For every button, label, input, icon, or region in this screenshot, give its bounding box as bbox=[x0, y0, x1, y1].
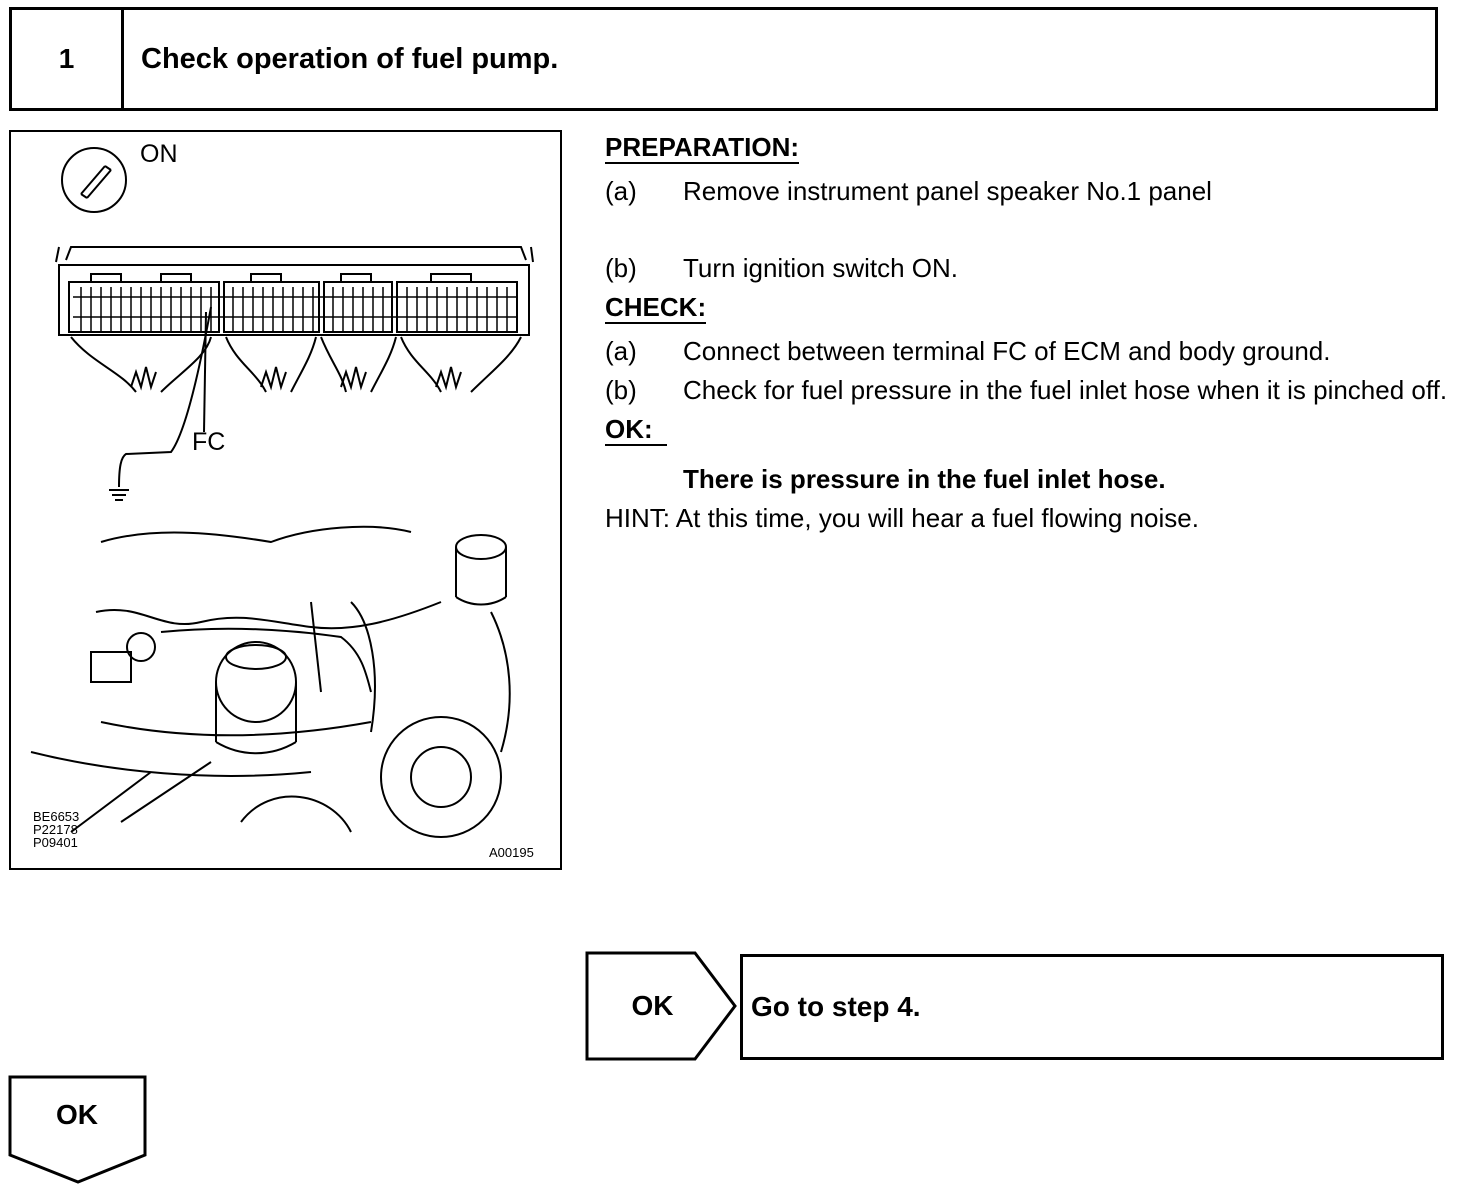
step-number: 1 bbox=[12, 10, 124, 108]
fc-terminal-label: FC bbox=[192, 428, 226, 456]
ignition-switch-icon bbox=[62, 148, 126, 212]
illustration-code: P22178 bbox=[33, 822, 78, 837]
figure-code: A00195 bbox=[489, 845, 534, 860]
check-heading: CHECK: bbox=[605, 292, 707, 322]
item-label: (a) bbox=[605, 176, 637, 206]
ok-heading: OK: bbox=[605, 415, 667, 446]
step-header bbox=[9, 7, 1438, 111]
hint-text: HINT: At this time, you will hear a fuel flowing noise. bbox=[605, 503, 1199, 533]
illustration-panel bbox=[9, 130, 562, 870]
item-text: Turn ignition switch ON. bbox=[683, 253, 959, 283]
illustration-codes bbox=[33, 810, 79, 849]
ok-result: There is pressure in the fuel inlet hose. bbox=[683, 464, 1166, 494]
ok-branch-label: OK bbox=[631, 990, 674, 1021]
wire-harness bbox=[56, 247, 533, 392]
item-label: (a) bbox=[605, 336, 637, 366]
illustration-code: BE6653 bbox=[33, 809, 80, 824]
preparation-item bbox=[605, 249, 1450, 288]
ok-continue-label: OK bbox=[56, 1099, 98, 1130]
engine-bay-sketch bbox=[31, 527, 510, 837]
step-title: Check operation of fuel pump. bbox=[141, 42, 559, 75]
preparation-item bbox=[605, 172, 1450, 211]
switch-on-label: ON bbox=[140, 140, 178, 168]
ecm-engine-illustration bbox=[11, 132, 564, 872]
preparation-heading: PREPARATION: bbox=[605, 132, 800, 162]
item-label: (b) bbox=[605, 253, 637, 283]
item-label: (b) bbox=[605, 375, 637, 405]
check-item bbox=[605, 332, 1450, 371]
item-text: Connect between terminal FC of ECM and body ground. bbox=[683, 336, 1331, 366]
item-text: Remove instrument panel speaker No.1 panel bbox=[683, 176, 1212, 206]
ok-branch-arrow[interactable] bbox=[585, 950, 740, 1062]
ok-continue-arrow[interactable] bbox=[8, 1075, 148, 1185]
procedure-text bbox=[605, 128, 1450, 538]
check-item bbox=[605, 371, 1450, 410]
go-to-step-box[interactable]: Go to step 4. bbox=[740, 954, 1444, 1060]
ecm-connector bbox=[59, 247, 529, 335]
illustration-code: P09401 bbox=[33, 835, 78, 850]
item-text: Check for fuel pressure in the fuel inlet hose when it is pinched off. bbox=[683, 375, 1448, 405]
